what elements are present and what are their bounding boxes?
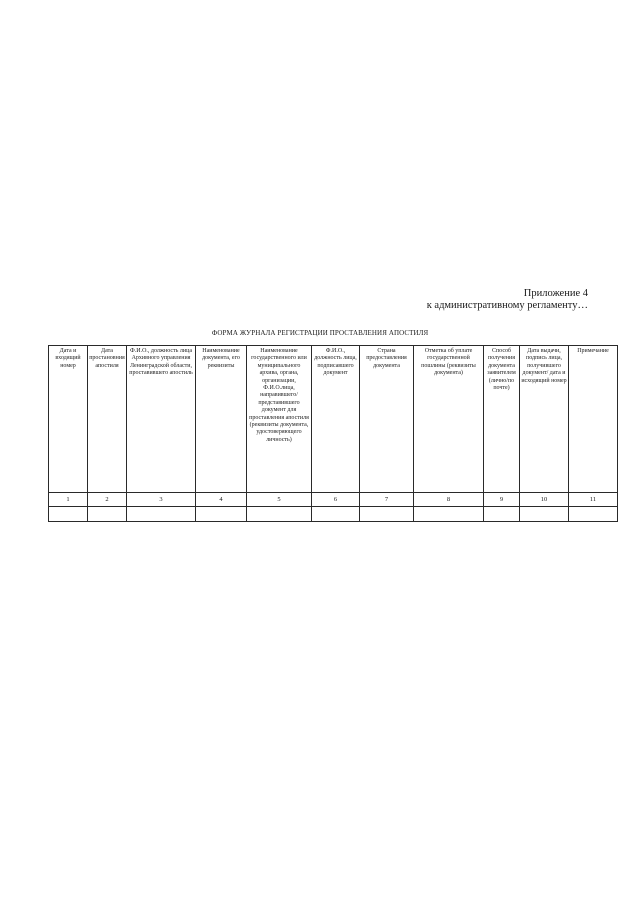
column-number: 8 (414, 493, 484, 507)
column-number: 1 (49, 493, 88, 507)
empty-cell (414, 507, 484, 522)
column-header: Отметка об уплате государственной пошлины (реквизиты документа) (414, 346, 484, 493)
column-number: 7 (360, 493, 414, 507)
registration-journal-table (48, 345, 618, 522)
column-header: Наименование государственного или муниципального архива, органа, организации, Ф.И.О.лица, направившего/представившего документ для проставления апостиля (реквизиты документа, удостоверяющего личность) (247, 346, 312, 493)
empty-cell (312, 507, 360, 522)
column-number: 10 (520, 493, 569, 507)
column-header: Ф.И.О., должность лица Архивного управления Ленинградской области, проставившего апостиль (127, 346, 196, 493)
empty-cell (520, 507, 569, 522)
column-header: Дата выдачи, подпись лица, получившего документ/ дата и исходящий номер (520, 346, 569, 493)
column-number: 2 (88, 493, 127, 507)
form-title: ФОРМА ЖУРНАЛА РЕГИСТРАЦИИ ПРОСТАВЛЕНИЯ АПОСТИЛЯ (211, 329, 429, 337)
column-header: Дата и входящий номер (49, 346, 88, 493)
appendix-regulation: к административному регламенту… (426, 300, 588, 311)
empty-cell (247, 507, 312, 522)
empty-cell (360, 507, 414, 522)
appendix-number: Приложение 4 (523, 288, 588, 299)
empty-cell (49, 507, 88, 522)
column-header: Ф.И.О., должность лица, подписавшего документ (312, 346, 360, 493)
empty-entry-row (49, 507, 618, 522)
column-number: 11 (569, 493, 618, 507)
column-header: Дата простановния апостиля (88, 346, 127, 493)
empty-cell (88, 507, 127, 522)
column-header: Примечание (569, 346, 618, 493)
empty-cell (484, 507, 520, 522)
column-header: Способ получения документа заявителем (лично/по почте) (484, 346, 520, 493)
empty-cell (127, 507, 196, 522)
column-number: 5 (247, 493, 312, 507)
column-number: 3 (127, 493, 196, 507)
column-number: 4 (196, 493, 247, 507)
column-header: Наименование документа, его реквизиты (196, 346, 247, 493)
empty-cell (569, 507, 618, 522)
column-header: Страна предоставления документа (360, 346, 414, 493)
table-header-row (49, 346, 618, 493)
empty-cell (196, 507, 247, 522)
column-number-row (49, 493, 618, 507)
column-number: 9 (484, 493, 520, 507)
column-number: 6 (312, 493, 360, 507)
appendix-reference (427, 288, 588, 312)
